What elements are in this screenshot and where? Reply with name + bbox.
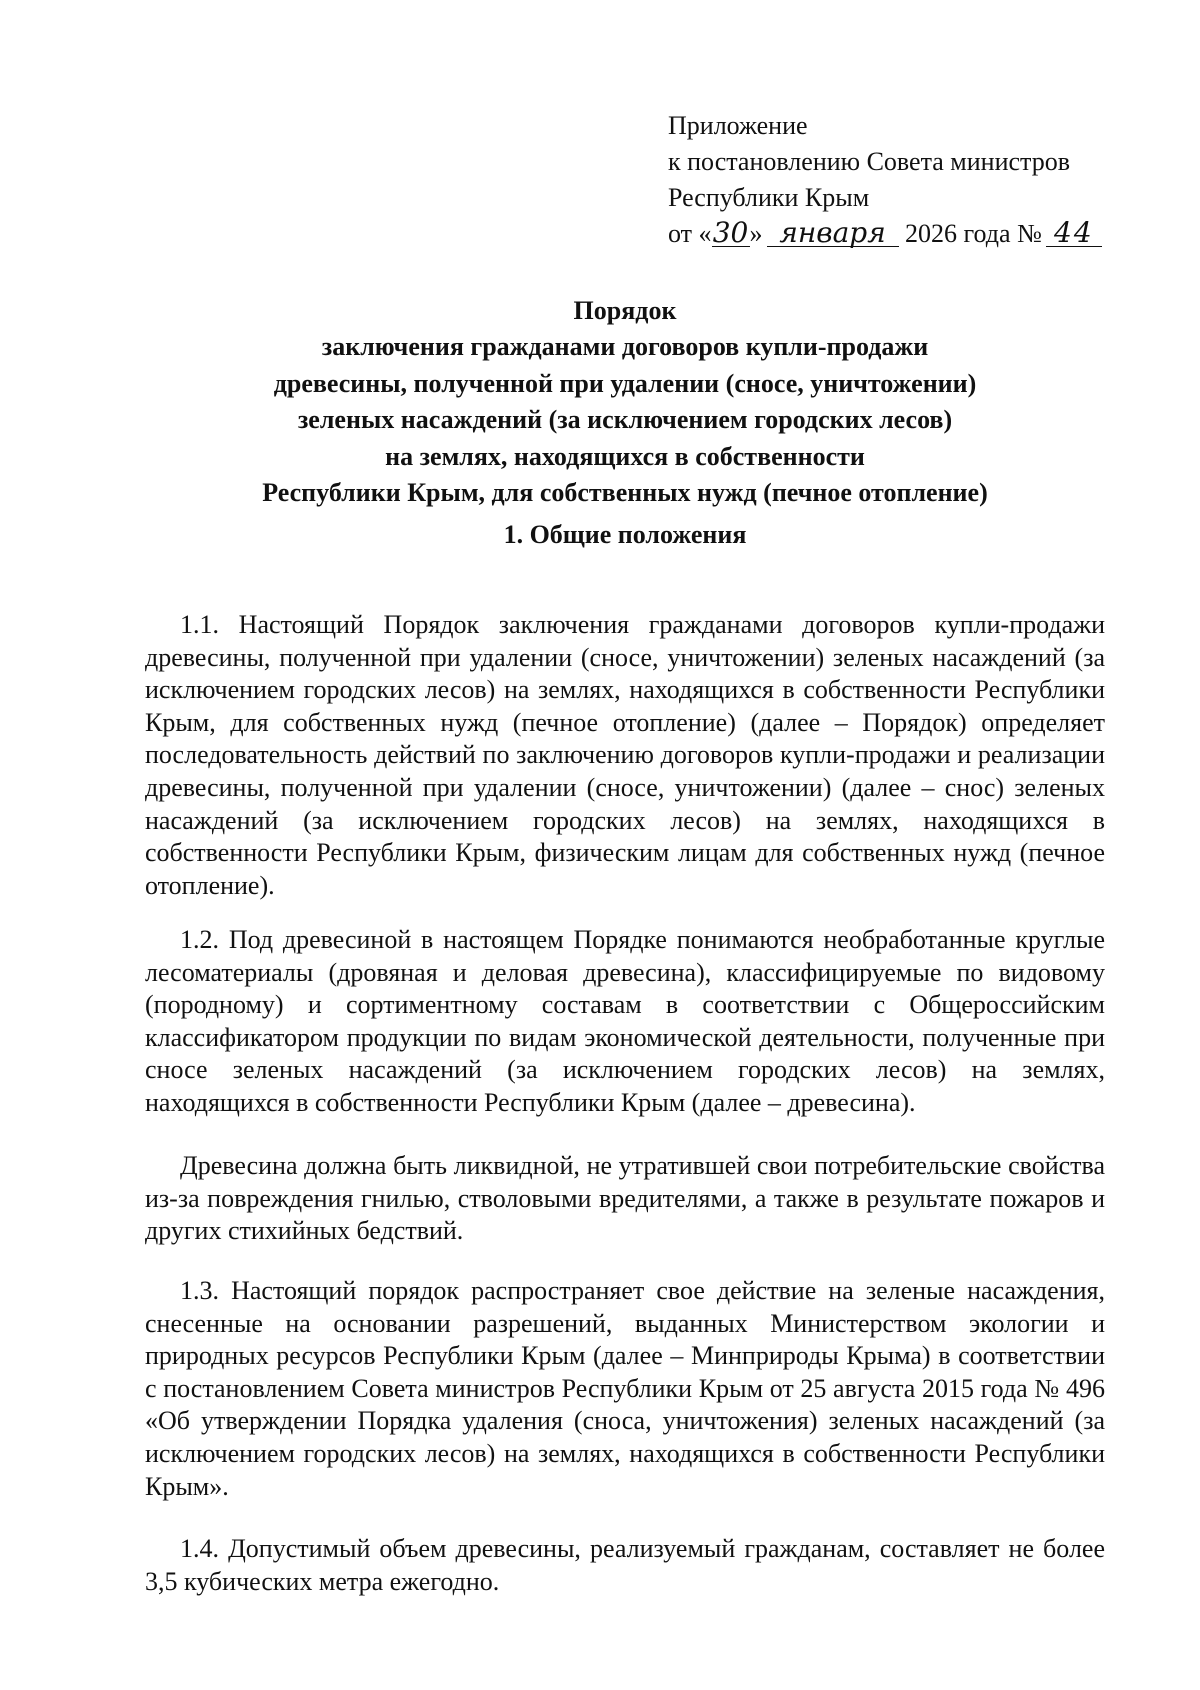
paragraph-1-3: 1.3. Настоящий порядок распространяет свое действие на зеленые насаждения, снесенные на основании разрешений, выданных Министерством экологии и природных ресурсов Республики Крым (далее – Минприроды Крыма) в соответствии с постановлением Совета министров Республики Крым от 25 августа 2015 года № 496 «Об утверждении Порядка удаления (сноса, уничтожения) зеленых насаждений (за исключением городских лесов) на землях, находящихся в собственности Республики Крым». [145,1276,1105,1501]
appendix-date-line [668,216,1102,252]
appendix-reference: к постановлению Совета министров [668,147,1070,176]
handwritten-month: января [767,220,899,247]
paragraph-1-2: 1.2. Под древесиной в настоящем Порядке понимаются необработанные круглые лесоматериалы (дровяная и деловая древесина), классифицируемые по видовому (породному) и сортиментному составам в соответствии с Общероссийским классификатором продукции по видам экономической деятельности, полученные при сносе зеленых насаждений (за исключением городских лесов) на землях, находящихся в собственности Республики Крым (далее – древесина). [145,925,1105,1117]
paragraph-1-4: 1.4. Допустимый объем древесины, реализуемый гражданам, составляет не более 3,5 кубических метра ежегодно. [145,1534,1105,1596]
title-line-6: Республики Крым, для собственных нужд (печное отопление) [262,478,988,508]
appendix-republic: Республики Крым [668,183,870,212]
title-line-4: зеленых насаждений (за исключением городских лесов) [297,405,953,435]
title-line-3: древесины, полученной при удалении (сносе, уничтожении) [273,368,977,398]
document-title [150,293,1100,511]
title-line-5: на землях, находящихся в собственности [385,441,865,471]
paragraph-1-2-continued: Древесина должна быть ликвидной, не утратившей свои потребительские свойства из-за повреждения гнилью, стволовыми вредителями, а также в результате пожаров и других стихийных бедствий. [145,1151,1105,1246]
section-heading: 1. Общие положения [503,520,747,549]
date-suffix: 2026 года № [905,219,1042,248]
handwritten-number: 44 [1046,220,1102,247]
title-line-2: заключения гражданами договоров купли-продажи [321,332,929,362]
title-line-1: Порядок [573,296,677,325]
appendix-title: Приложение [668,111,808,140]
paragraph-1-1: 1.1. Настоящий Порядок заключения гражданами договоров купли-продажи древесины, полученной при удалении (сносе, уничтожении) зеленых насаждений (за исключением городских лесов) на землях, находящихся в собственности Республики Крым, для собственных нужд (печное отопление) (далее – Порядок) определяет последовательность действий по заключению договоров купли-продажи и реализации древесины, полученной при удалении (сносе, уничтожении) (далее – снос) зеленых насаждений (за исключением городских лесов) на землях, находящихся в собственности Республики Крым, физическим лицам для собственных нужд (печное отопление). [145,610,1105,900]
handwritten-day: 30 [712,216,749,249]
date-prefix: от « [668,219,712,248]
date-quote-close: » [749,219,763,248]
appendix-block [668,108,1102,252]
